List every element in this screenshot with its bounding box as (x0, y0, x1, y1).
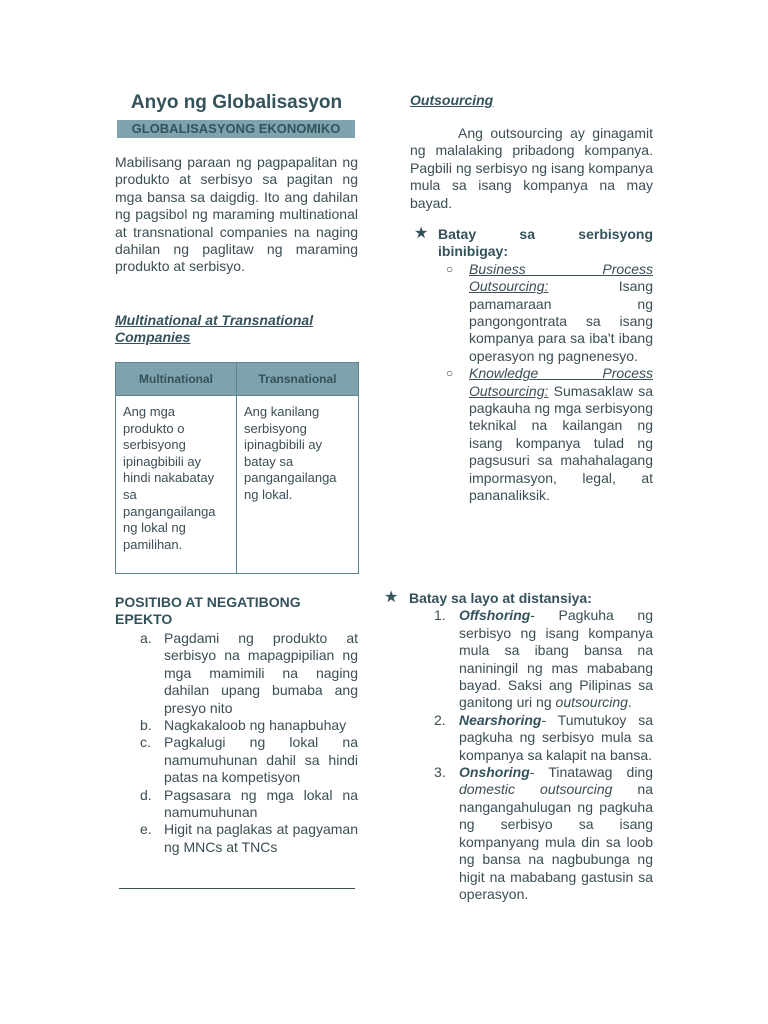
divider-line (119, 888, 355, 889)
service-heading-line1: Batay sa serbisyong (438, 226, 653, 242)
service-types-heading (410, 226, 653, 261)
list-marker: b. (140, 717, 152, 734)
list-marker: c. (140, 734, 151, 751)
distance-heading-text: Batay sa layo at distansiya: (409, 590, 592, 606)
table-cell-transnational: Ang kanilang serbisyong ipinagbibili ay batay sa pangangailanga ng lokal. (237, 395, 358, 573)
list-marker: 2. (434, 711, 446, 728)
table-cell-multinational: Ang mga produkto o serbisyong ipinagbibili ay hindi nakabatay sa pangangailanga ng lokal ng pamilihan. (116, 395, 237, 573)
list-item-text: Higit na paglakas at pagyaman ng MNCs at TNCs (164, 821, 358, 855)
term-label: Offshoring (459, 607, 531, 624)
mnc-heading: Multinational at Transnational Companies (115, 312, 314, 346)
list-item-text: Pagdami ng produkto at serbisyo na mapagpipilian ng mga mamimili na naging dahilan upang bumaba ang presyo nito (164, 630, 358, 716)
circle-bullet-icon: ○ (446, 261, 454, 276)
section-subtitle: GLOBALISASYONG EKONOMIKO (117, 120, 355, 138)
term-emphasis: domestic outsourcing (459, 781, 613, 798)
page-title: Anyo ng Globalisasyon (130, 92, 343, 113)
outsourcing-text: Ang outsourcing ay ginagamit ng malalaking pribadong kompanya. Pagbili ng serbisyo ng isang kompanya mula sa isang kompanya na may bayad. (410, 125, 653, 211)
list-item (384, 712, 653, 764)
term-label: Business Process Outsourcing: (469, 260, 653, 295)
term-description: - Pagkuha ng serbisyo ng isang kompanya mula sa ibang bansa na naniningil ng mas mababang bayad. Saksi ang Pilipinas sa ganitong uri ng (459, 607, 653, 711)
list-marker: e. (140, 821, 152, 838)
list-item (384, 764, 653, 903)
table-header-transnational: Transnational (237, 363, 358, 395)
list-item-text: Nagkakaloob ng hanapbuhay (164, 717, 347, 734)
list-item (115, 787, 358, 822)
term-description: Sumasaklaw sa pagkauha ng mga serbisyong teknikal na kailangan ng isang kompanya tulad ng pagsusuri sa mahahalagang impormasyon, legal, at pananaliksik. (469, 382, 653, 504)
list-item (115, 734, 358, 786)
distance-types-heading (384, 590, 653, 607)
term-label: Onshoring (459, 764, 530, 781)
service-heading-line2: ibinibigay: (438, 243, 508, 260)
comparison-table (115, 362, 359, 574)
list-marker: 1. (434, 607, 446, 624)
term-description: Isang pamamaraan ng pangongontrata sa isang kompanya para sa iba't ibang operasyon ng pagnenesyo. (469, 278, 653, 364)
list-marker: a. (140, 630, 152, 646)
term-tail: . (627, 694, 632, 711)
list-item (410, 365, 653, 504)
list-item (115, 717, 358, 734)
effects-list (115, 630, 358, 856)
term-tail: na nangangahulugan ng pagkuha ng serbisyo sa isang kompanyang mula din sa loob ng bansa na nagbubunga ng higit na mababang gastusin sa operasyon. (459, 781, 653, 902)
star-bullet-icon: ★ (414, 225, 429, 242)
distance-types-block (384, 590, 653, 903)
term-description: - Tumutukoy sa pagkuha ng serbisyo mula sa kompanya sa kalapit na bansa. (459, 711, 653, 763)
list-marker: 3. (434, 764, 446, 781)
outsourcing-heading: Outsourcing (410, 92, 494, 108)
list-item-text: Pagkalugi ng lokal na namumuhunan dahil sa hindi patas na kompetisyon (164, 734, 358, 786)
service-types-list (410, 261, 653, 505)
intro-paragraph: Mabilisang paraan ng pagpapalitan ng produkto at serbisyo sa pagitan ng mga bansa sa daigdig. Ito ang dahilan ng pagsibol ng maraming multinational at transnational companies na naging dahilan ng paglitaw ng maraming produkto at serbisyo. (115, 154, 358, 275)
term-label: Nearshoring (459, 711, 542, 728)
effects-heading: POSITIBO AT NEGATIBONG EPEKTO (115, 594, 301, 628)
star-bullet-icon: ★ (384, 589, 399, 606)
list-item (115, 821, 358, 856)
list-item (384, 607, 653, 711)
circle-bullet-icon: ○ (446, 366, 454, 381)
table-header-multinational: Multinational (116, 363, 237, 395)
list-item (410, 261, 653, 365)
distance-types-list (384, 607, 653, 903)
list-item-text: Pagsasara ng mga lokal na namumuhunan (164, 786, 358, 821)
list-marker: d. (140, 786, 152, 803)
outsourcing-paragraph (410, 125, 653, 212)
term-emphasis: outsourcing (555, 694, 628, 711)
service-types-block (410, 226, 653, 505)
term-description: - Tinatawag ding (529, 764, 653, 781)
list-item (115, 630, 358, 717)
term-label: Knowledge Process Outsourcing: (469, 365, 653, 399)
